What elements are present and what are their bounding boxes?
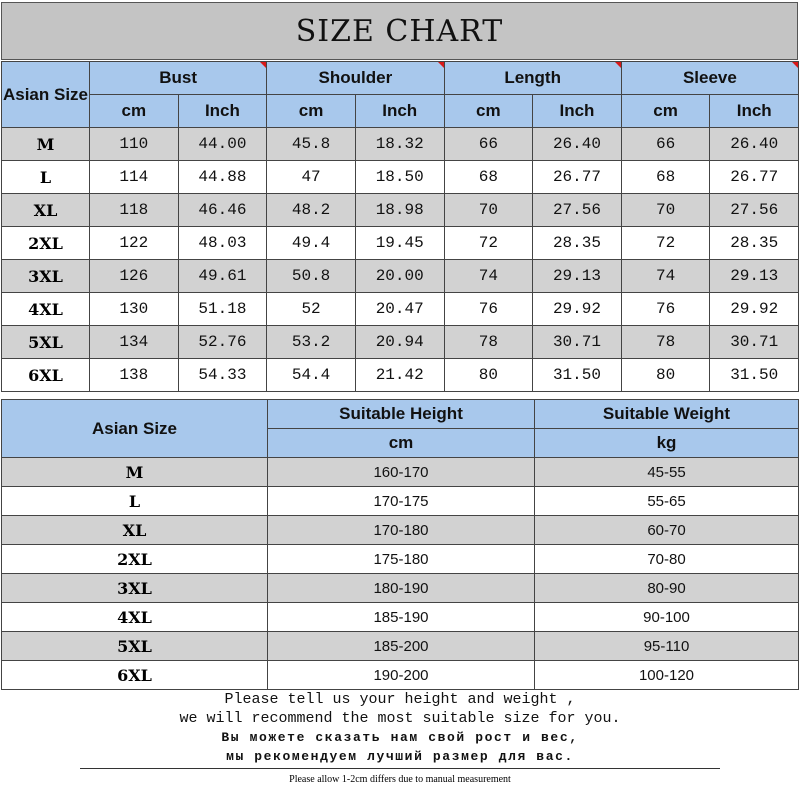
table-row — [2, 326, 799, 359]
height-range-cell: 185-190 — [268, 603, 535, 632]
note-line-russian-2: мы рекомендуем лучший размер для вас. — [226, 749, 574, 764]
measurement-cell: 29.92 — [710, 293, 799, 326]
unit-header: cm — [267, 95, 356, 128]
height-range-cell: 180-190 — [268, 574, 535, 603]
size-label: M — [2, 458, 268, 487]
asian-size-header: Asian Size — [2, 400, 268, 458]
weight-range-cell: 55-65 — [535, 487, 799, 516]
measurement-cell: 29.13 — [710, 260, 799, 293]
table-row — [2, 128, 799, 161]
table-row — [2, 516, 799, 545]
sleeve-header: Sleeve — [621, 62, 798, 95]
measurement-cell: 54.33 — [178, 359, 267, 392]
measurement-cell: 49.61 — [178, 260, 267, 293]
measurement-cell: 21.42 — [355, 359, 444, 392]
suitable-weight-header: Suitable Weight — [535, 400, 799, 429]
table-row — [2, 458, 799, 487]
table-row — [2, 487, 799, 516]
measurement-cell: 31.50 — [533, 359, 622, 392]
measurement-cell: 52 — [267, 293, 356, 326]
size-label: XL — [2, 194, 90, 227]
measurement-disclaimer: Please allow 1-2cm differs due to manual measurement — [289, 774, 511, 785]
weight-range-cell: 100-120 — [535, 661, 799, 690]
size-label: 5XL — [2, 326, 90, 359]
note-line-russian-1: Вы можете сказать нам свой рост и вес, — [221, 730, 579, 745]
weight-range-cell: 60-70 — [535, 516, 799, 545]
measurement-cell: 26.40 — [710, 128, 799, 161]
measurement-cell: 130 — [90, 293, 179, 326]
measurement-cell: 18.98 — [355, 194, 444, 227]
measurement-cell: 44.88 — [178, 161, 267, 194]
measurement-cell: 76 — [621, 293, 710, 326]
shoulder-header: Shoulder — [267, 62, 444, 95]
size-label: M — [2, 128, 90, 161]
measurement-cell: 18.50 — [355, 161, 444, 194]
height-range-cell: 185-200 — [268, 632, 535, 661]
measurement-cell: 29.92 — [533, 293, 622, 326]
measurement-table — [1, 61, 799, 392]
measurement-cell: 76 — [444, 293, 533, 326]
measurement-cell: 30.71 — [710, 326, 799, 359]
table-row — [2, 603, 799, 632]
weight-range-cell: 80-90 — [535, 574, 799, 603]
table-row — [2, 194, 799, 227]
height-range-cell: 190-200 — [268, 661, 535, 690]
measurement-cell: 72 — [621, 227, 710, 260]
measurement-cell: 26.77 — [533, 161, 622, 194]
measurement-cell: 48.03 — [178, 227, 267, 260]
measurement-cell: 45.8 — [267, 128, 356, 161]
measurement-cell: 74 — [621, 260, 710, 293]
measurement-cell: 29.13 — [533, 260, 622, 293]
suitable-height-header: Suitable Height — [268, 400, 535, 429]
unit-header: cm — [90, 95, 179, 128]
measurement-cell: 48.2 — [267, 194, 356, 227]
size-label: 3XL — [2, 260, 90, 293]
measurement-cell: 30.71 — [533, 326, 622, 359]
measurement-cell: 122 — [90, 227, 179, 260]
measurement-cell: 118 — [90, 194, 179, 227]
measurement-cell: 18.32 — [355, 128, 444, 161]
table-row — [2, 545, 799, 574]
measurement-cell: 126 — [90, 260, 179, 293]
divider — [80, 768, 720, 769]
measurement-cell: 70 — [444, 194, 533, 227]
size-label: L — [2, 487, 268, 516]
table-row — [2, 359, 799, 392]
size-label: 6XL — [2, 359, 90, 392]
height-range-cell: 170-180 — [268, 516, 535, 545]
height-range-cell: 160-170 — [268, 458, 535, 487]
size-label: 4XL — [2, 603, 268, 632]
measurement-cell: 46.46 — [178, 194, 267, 227]
measurement-cell: 78 — [444, 326, 533, 359]
weight-range-cell: 45-55 — [535, 458, 799, 487]
height-unit-header: cm — [268, 429, 535, 458]
length-header: Length — [444, 62, 621, 95]
unit-header: Inch — [533, 95, 622, 128]
size-label: L — [2, 161, 90, 194]
measurement-cell: 20.47 — [355, 293, 444, 326]
table-row — [2, 260, 799, 293]
note-line-english-2: we will recommend the most suitable size for you. — [179, 710, 621, 727]
measurement-cell: 31.50 — [710, 359, 799, 392]
note-line-english-1: Please tell us your height and weight , — [224, 691, 576, 708]
measurement-cell: 78 — [621, 326, 710, 359]
measurement-cell: 20.94 — [355, 326, 444, 359]
measurement-cell: 19.45 — [355, 227, 444, 260]
size-label: 3XL — [2, 574, 268, 603]
unit-header: Inch — [355, 95, 444, 128]
size-label: 5XL — [2, 632, 268, 661]
table-row — [2, 161, 799, 194]
measurement-cell: 138 — [90, 359, 179, 392]
measurement-cell: 50.8 — [267, 260, 356, 293]
measurement-cell: 53.2 — [267, 326, 356, 359]
page-title: SIZE CHART — [295, 13, 504, 49]
size-label: 6XL — [2, 661, 268, 690]
measurement-cell: 80 — [444, 359, 533, 392]
measurement-cell: 26.40 — [533, 128, 622, 161]
measurement-cell: 54.4 — [267, 359, 356, 392]
size-label: 2XL — [2, 545, 268, 574]
unit-header: Inch — [178, 95, 267, 128]
size-label: 2XL — [2, 227, 90, 260]
measurement-cell: 28.35 — [533, 227, 622, 260]
measurement-cell: 68 — [444, 161, 533, 194]
height-weight-table — [1, 399, 799, 690]
measurement-cell: 80 — [621, 359, 710, 392]
weight-range-cell: 95-110 — [535, 632, 799, 661]
weight-range-cell: 90-100 — [535, 603, 799, 632]
measurement-cell: 72 — [444, 227, 533, 260]
measurement-cell: 114 — [90, 161, 179, 194]
measurement-cell: 44.00 — [178, 128, 267, 161]
weight-range-cell: 70-80 — [535, 545, 799, 574]
height-range-cell: 170-175 — [268, 487, 535, 516]
size-label: 4XL — [2, 293, 90, 326]
unit-header: Inch — [710, 95, 799, 128]
measurement-cell: 66 — [444, 128, 533, 161]
table-row — [2, 661, 799, 690]
size-label: XL — [2, 516, 268, 545]
measurement-cell: 49.4 — [267, 227, 356, 260]
weight-unit-header: kg — [535, 429, 799, 458]
table-row — [2, 293, 799, 326]
measurement-cell: 20.00 — [355, 260, 444, 293]
height-range-cell: 175-180 — [268, 545, 535, 574]
table-row — [2, 227, 799, 260]
table-row — [2, 574, 799, 603]
measurement-cell: 51.18 — [178, 293, 267, 326]
measurement-cell: 27.56 — [710, 194, 799, 227]
measurement-cell: 68 — [621, 161, 710, 194]
table-row — [2, 632, 799, 661]
measurement-cell: 28.35 — [710, 227, 799, 260]
unit-header: cm — [621, 95, 710, 128]
size-chart-title-bar — [1, 2, 798, 60]
asian-size-header: Asian Size — [2, 62, 90, 128]
measurement-cell: 134 — [90, 326, 179, 359]
measurement-cell: 110 — [90, 128, 179, 161]
measurement-cell: 70 — [621, 194, 710, 227]
unit-header: cm — [444, 95, 533, 128]
measurement-cell: 52.76 — [178, 326, 267, 359]
measurement-cell: 26.77 — [710, 161, 799, 194]
notes-section — [0, 690, 800, 787]
measurement-cell: 66 — [621, 128, 710, 161]
measurement-cell: 74 — [444, 260, 533, 293]
bust-header: Bust — [90, 62, 267, 95]
measurement-cell: 47 — [267, 161, 356, 194]
measurement-cell: 27.56 — [533, 194, 622, 227]
